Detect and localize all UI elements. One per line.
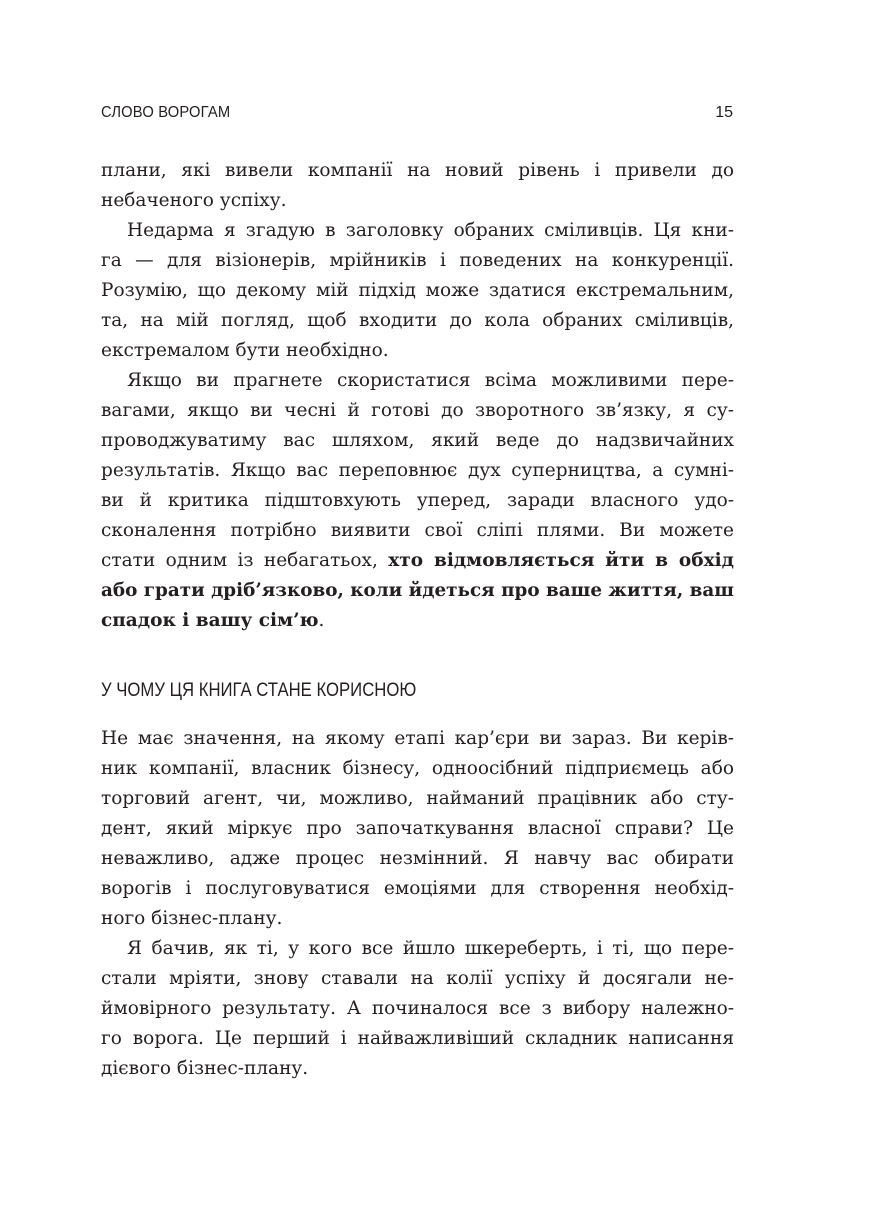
text-line: проводжуватиму вас шляхом, який веде до надзвичайних	[101, 430, 734, 451]
text-line-mixed	[101, 546, 734, 576]
running-head: СЛОВО ВОРОГАМ	[101, 104, 231, 121]
text-line: Я бачив, як ті, у кого все йшло шкереберть, і ті, що пере-	[127, 938, 734, 959]
text-line: ворогів і послуговуватися емоціями для створення необхід-	[101, 878, 734, 899]
regular-text: .	[318, 610, 325, 631]
text-line: дент, який міркує про започаткування власної справи? Це	[101, 818, 734, 839]
text-line: Розумію, що декому мій підхід може здатися екстремальним,	[101, 280, 734, 301]
text-line: плани, які вивели компанії на новий рівень і привели до	[101, 160, 734, 181]
page-number: 15	[715, 104, 733, 121]
bold-text: хто відмовляється йти в обхід	[388, 550, 734, 571]
body-text-section-1	[101, 156, 734, 636]
text-line: вагами, якщо ви чесні й готові до зворотного зв’язку, я су-	[101, 400, 734, 421]
text-line: результатів. Якщо вас переповнює дух суперництва, а сумні-	[101, 460, 734, 481]
text-line: ймовірного результату. А починалося все з вибору належно-	[101, 998, 734, 1019]
text-line: сконалення потрібно виявити свої сліпі плями. Ви можете	[101, 520, 734, 541]
section-heading: У ЧОМУ ЦЯ КНИГА СТАНЕ КОРИСНОЮ	[101, 680, 417, 701]
text-line: ник компанії, власник бізнесу, одноосібний підприємець або	[101, 758, 734, 779]
body-text-section-2	[101, 724, 734, 1084]
regular-text: стати одним із небагатьох,	[101, 550, 389, 571]
text-line: га — для візіонерів, мрійників і поведених на конкуренції.	[101, 250, 734, 271]
text-line: ного бізнес-плану.	[101, 908, 283, 929]
text-line-mixed	[101, 606, 734, 636]
text-line: Не має значення, на якому етапі кар’єри ви зараз. Ви керів-	[101, 728, 734, 749]
text-line: Недарма я згадую в заголовку обраних сміливців. Ця кни-	[127, 220, 734, 241]
bold-text-line: або грати дріб’язково, коли йдеться про ваше життя, ваш	[101, 580, 735, 601]
text-line: та, на мій погляд, щоб входити до кола обраних сміливців,	[101, 310, 734, 331]
text-line: дієвого бізнес-плану.	[101, 1058, 309, 1079]
text-line: екстремалом бути необхідно.	[101, 340, 389, 361]
text-line: го ворога. Це перший і найважливіший складник написання	[101, 1028, 734, 1049]
text-line: стали мріяти, знову ставали на колії успіху й досягали не-	[101, 968, 734, 989]
bold-text: спадок і вашу сім’ю	[101, 610, 319, 631]
text-line: торговий агент, чи, можливо, найманий працівник або сту-	[101, 788, 734, 809]
text-line: ви й критика підштовхують уперед, заради власного удо-	[101, 490, 734, 511]
text-line: небаченого успіху.	[101, 190, 287, 211]
text-line: Якщо ви прагнете скористатися всіма можливими пере-	[127, 370, 734, 391]
text-line: неважливо, адже процес незмінний. Я навчу вас обирати	[101, 848, 734, 869]
